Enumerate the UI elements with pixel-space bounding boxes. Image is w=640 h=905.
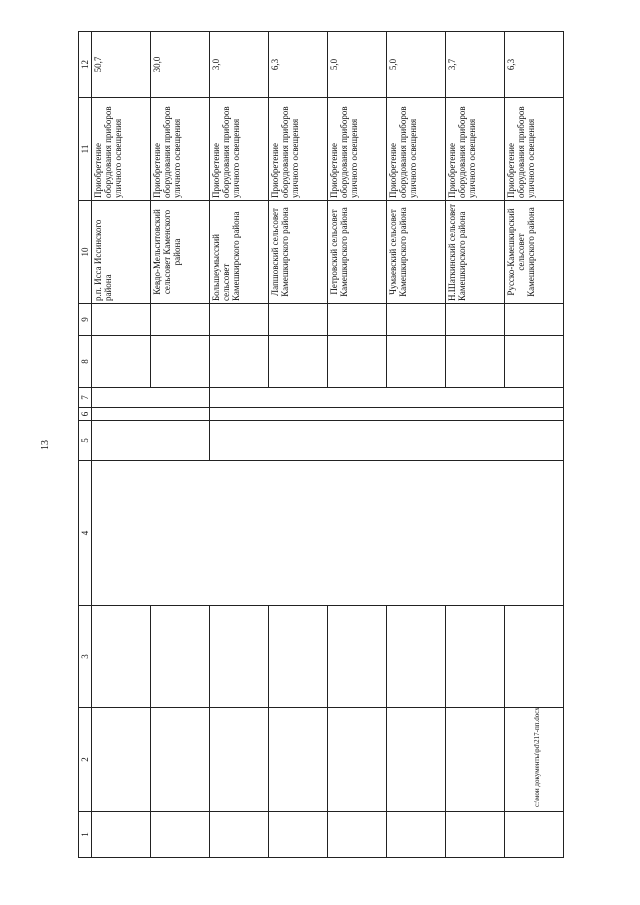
table-header-cell: 11 bbox=[79, 98, 92, 201]
page-number: 13 bbox=[40, 440, 51, 450]
municipality-cell: Н.Шаткинский сельсовет Камешкирского района bbox=[446, 201, 505, 304]
amount-cell: 5,0 bbox=[387, 32, 446, 98]
purpose-cell: Приобретение оборудования приборов уличного освещения bbox=[505, 98, 564, 201]
amount-cell: 5,0 bbox=[328, 32, 387, 98]
table-row bbox=[210, 32, 269, 858]
purpose-cell: Приобретение оборудования приборов уличного освещения bbox=[92, 98, 151, 201]
table-header-row bbox=[79, 32, 92, 858]
table-header-cell: 3 bbox=[79, 606, 92, 708]
purpose-cell: Приобретение оборудования приборов уличного освещения bbox=[269, 98, 328, 201]
amount-cell: 30,0 bbox=[151, 32, 210, 98]
table-header-cell: 9 bbox=[79, 304, 92, 336]
municipality-cell: Русско-Камешкирский сельсовет Камешкирского района bbox=[505, 201, 564, 304]
purpose-cell: Приобретение оборудования приборов уличного освещения bbox=[151, 98, 210, 201]
data-table bbox=[78, 31, 564, 858]
table-header-cell: 12 bbox=[79, 32, 92, 98]
purpose-cell: Приобретение оборудования приборов уличного освещения bbox=[210, 98, 269, 201]
table-header-cell: 7 bbox=[79, 388, 92, 408]
table-header-cell: 10 bbox=[79, 201, 92, 304]
table-header-cell: 6 bbox=[79, 408, 92, 421]
amount-cell: 6,3 bbox=[269, 32, 328, 98]
municipality-cell: Большеумысский сельсовет Камешкирского района bbox=[210, 201, 269, 304]
amount-cell: 3,0 bbox=[210, 32, 269, 98]
amount-cell: 50,7 bbox=[92, 32, 151, 98]
amount-cell: 3,7 bbox=[446, 32, 505, 98]
amount-cell: 6,3 bbox=[505, 32, 564, 98]
municipality-cell: Кевдо-Мельситовский сельсовет Каменского района bbox=[151, 201, 210, 304]
municipality-cell: Лапшовский сельсовет Камешкирского района bbox=[269, 201, 328, 304]
footer-file-path: c:\мои документы\pd\217-пп.docx bbox=[533, 707, 541, 807]
municipality-cell: Чумаевский сельсовет Камешкирского района bbox=[387, 201, 446, 304]
municipality-cell: р.п. Исса Иссинского района bbox=[92, 201, 151, 304]
table-header-cell: 8 bbox=[79, 336, 92, 388]
purpose-cell: Приобретение оборудования приборов уличного освещения bbox=[446, 98, 505, 201]
municipality-cell: Петровский сельсовет Камешкирского района bbox=[328, 201, 387, 304]
table-row bbox=[92, 32, 151, 858]
purpose-cell: Приобретение оборудования приборов уличного освещения bbox=[387, 98, 446, 201]
purpose-cell: Приобретение оборудования приборов уличного освещения bbox=[328, 98, 387, 201]
rotated-table-container bbox=[78, 32, 564, 858]
table-header-cell: 5 bbox=[79, 421, 92, 461]
table-header-cell: 1 bbox=[79, 812, 92, 858]
table-header-cell: 4 bbox=[79, 461, 92, 606]
table-header-cell: 2 bbox=[79, 708, 92, 812]
